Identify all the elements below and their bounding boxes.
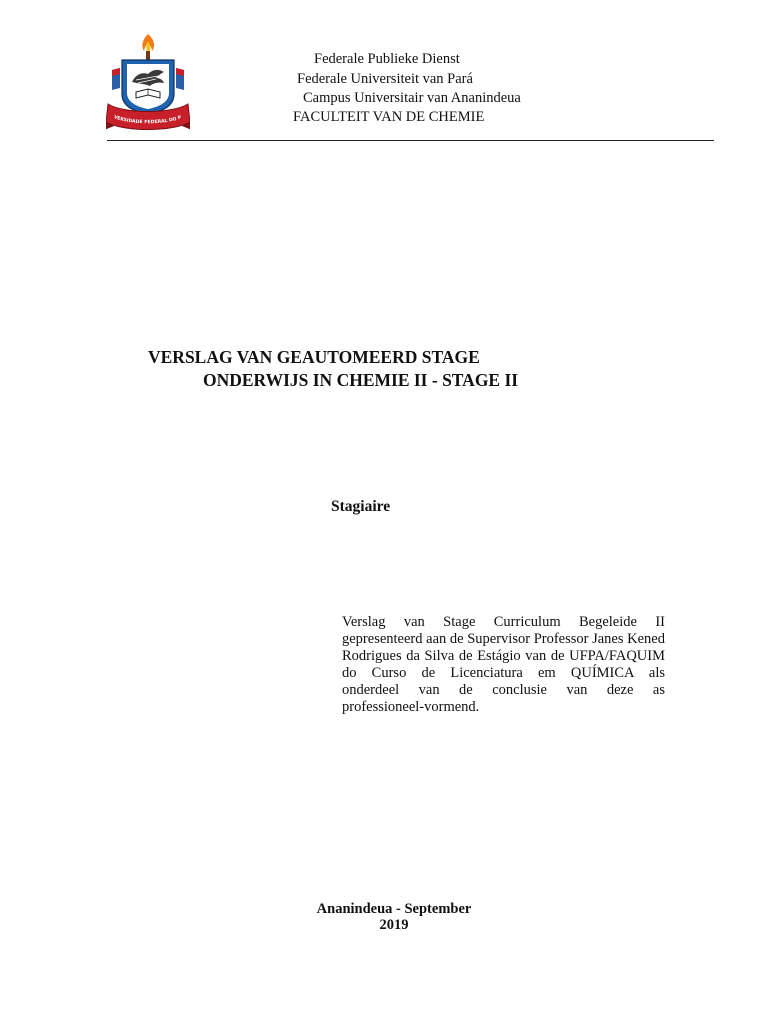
intern-label: Stagiaire [331,498,391,515]
title-line-1: VERSLAG VAN GEAUTOMEERD STAGE [148,347,480,367]
abstract-line: professioneel-vormend. [342,699,480,715]
header-divider [107,140,714,141]
abstract-line: gepresenteerd aan de Supervisor Professor Janes Kened [342,631,665,647]
abstract-line: Rodrigues da Silva de Estágio van de UFPA/FAQUIM [342,648,665,664]
header-line-4: FACULTEIT VAN DE CHEMIE [293,109,485,125]
university-seal-logo [106,30,190,134]
ribbon-text: VERSIDADE FEDERAL DO P [112,115,182,126]
header-line-2: Federale Universiteit van Pará [297,71,473,87]
abstract-block [342,614,665,716]
abstract-line: do Curso de Licenciatura em QUÍMICA als [342,665,665,681]
place-date: Ananindeua - September [316,901,472,917]
abstract-line: onderdeel van de conclusie van deze as [342,682,665,698]
header-line-3: Campus Universitair van Ananindeua [303,90,521,106]
title-line-2: ONDERWIJS IN CHEMIE II - STAGE II [203,370,519,390]
abstract-line: Verslag van Stage Curriculum Begeleide II [342,614,665,630]
header-line-1: Federale Publieke Dienst [314,51,460,67]
year: 2019 [379,917,409,933]
